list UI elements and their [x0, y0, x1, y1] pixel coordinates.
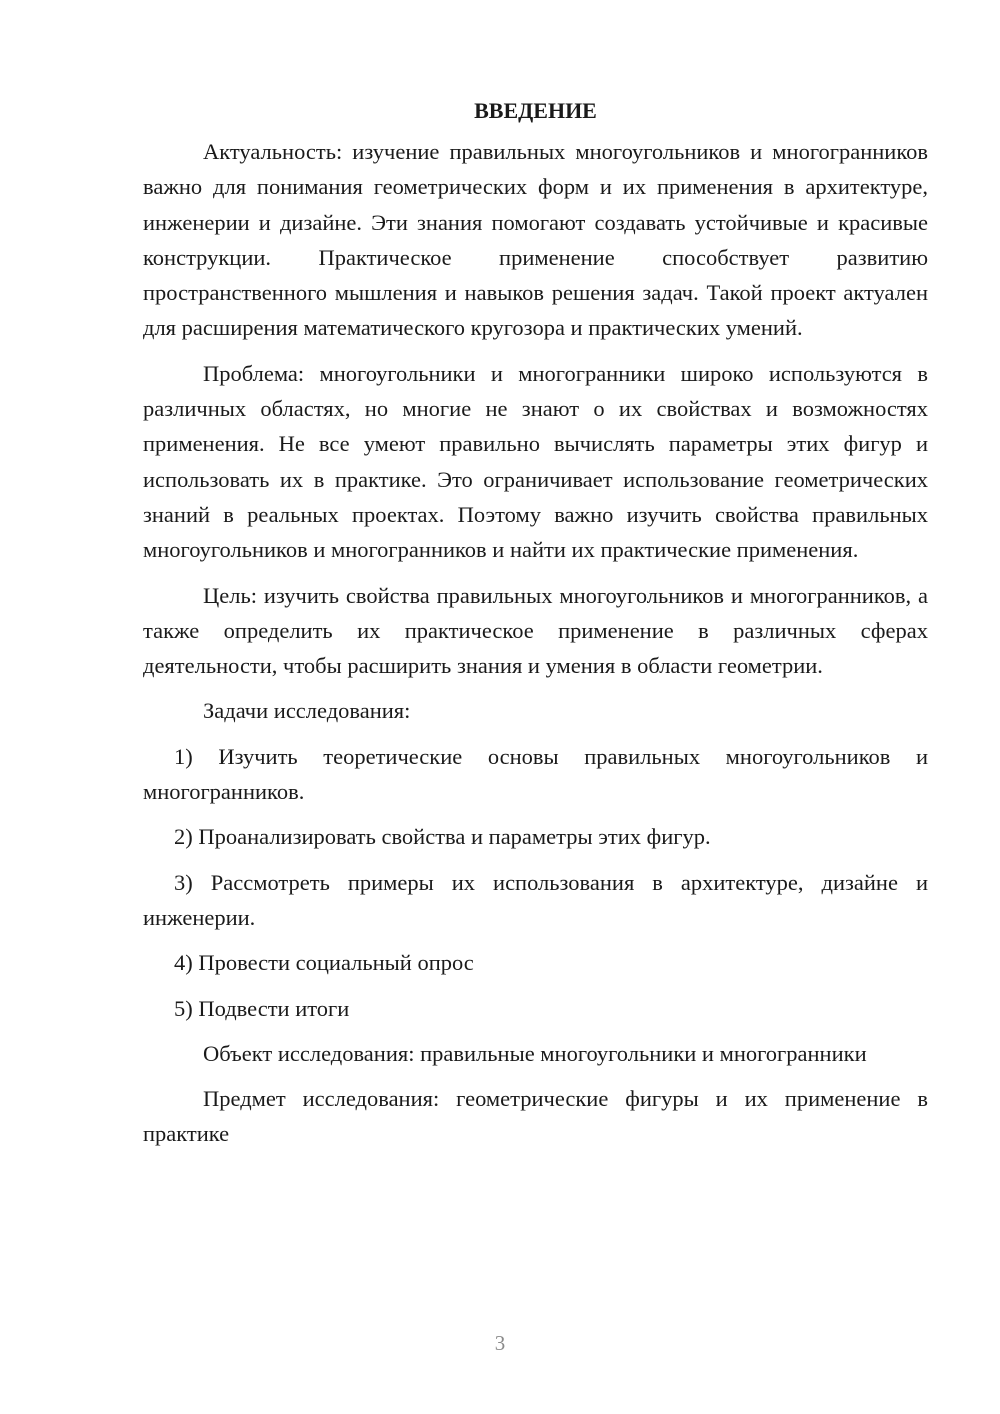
page-title: ВВЕДЕНИЕ: [474, 98, 597, 123]
page-number: 3: [494, 1331, 506, 1355]
relevance-paragraph: Актуальность: изучение правильных многоугольников и многогранников важно для понимания геометрических форм и их применения в архитектуре, инженерии и дизайне. Эти знания помогают создавать устойчивые и красивые конструкции. Практическое применение способствует развитию пространственного мышления и навыков решения задач. Такой проект актуален для расширения математического кругозора и практических умений.: [143, 139, 928, 341]
problem-paragraph: Проблема: многоугольники и многогранники широко используются в различных областях, но многие не знают о их свойствах и возможностях применения. Не все умеют правильно вычислять параметры этих фигур и использовать их в практике. Это ограничивает использование геометрических знаний в реальных проектах. Поэтому важно изучить свойства правильных многоугольников и многогранников и найти их практические применения.: [143, 360, 928, 563]
task-item: 4) Провести социальный опрос: [174, 950, 474, 976]
object-paragraph: Объект исследования: правильные многоугольники и многогранники: [203, 1040, 867, 1066]
document-page: [143, 96, 928, 1162]
goal-paragraph: Цель: изучить свойства правильных многоугольников и многогранников, а также определить их практическое применение в различных сферах деятельности, чтобы расширить знания и умения в области геометрии.: [143, 582, 928, 679]
task-item: 2) Проанализировать свойства и параметры этих фигур.: [174, 824, 711, 850]
subject-paragraph: Предмет исследования: геометрические фигуры и их применение в практике: [143, 1086, 928, 1147]
task-item: 5) Подвести итоги: [174, 995, 350, 1021]
task-item: 1) Изучить теоретические основы правильных многоугольников и многогранников.: [143, 743, 928, 805]
task-item: 3) Рассмотреть примеры их использования в архитектуре, дизайне и инженерии.: [143, 869, 928, 930]
tasks-heading: Задачи исследования:: [203, 698, 411, 724]
